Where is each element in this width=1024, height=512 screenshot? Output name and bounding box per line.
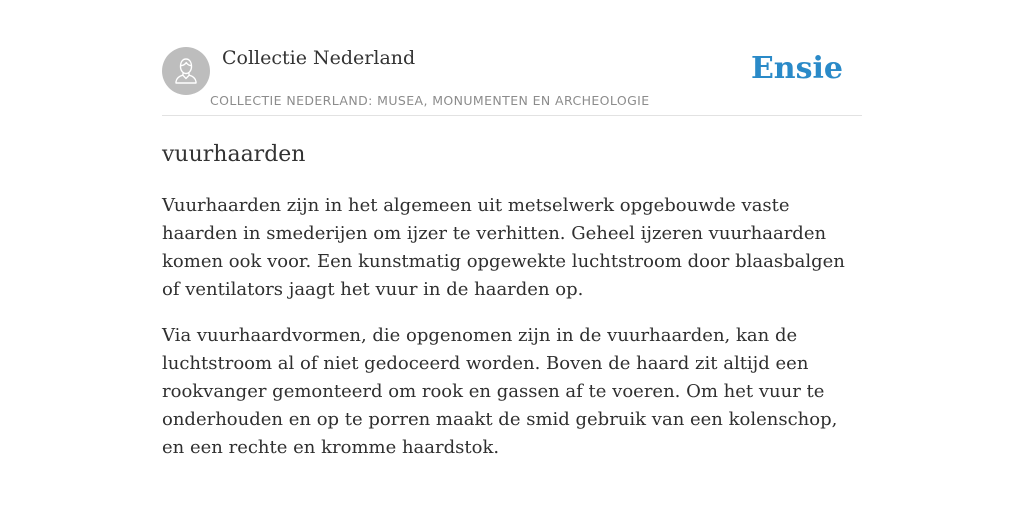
avatar[interactable] — [162, 47, 210, 95]
article-title: vuurhaarden — [162, 142, 306, 167]
article-card — [162, 0, 862, 512]
collection-label[interactable]: COLLECTIE NEDERLAND: MUSEA, MONUMENTEN EN ARCHEOLOGIE — [210, 93, 650, 108]
user-icon — [162, 47, 210, 95]
article-body — [162, 192, 862, 480]
ensie-logo[interactable]: Ensie — [750, 51, 843, 86]
article-paragraph-2: Via vuurhaardvormen, die opgenomen zijn in de vuurhaarden, kan de luchtstroom al of niet gedoceerd worden. Boven de haard zit altijd een rookvanger gemonteerd om rook en gassen af te voeren. Om het vuur te onderhouden en op te porren maakt de smid gebruik van een kolenschop, en een rechte en kromme haardstok. — [162, 325, 838, 458]
article-header — [162, 0, 862, 116]
author-name[interactable]: Collectie Nederland — [222, 47, 416, 69]
article-paragraph-1: Vuurhaarden zijn in het algemeen uit metselwerk opgebouwde vaste haarden in smederijen om ijzer te verhitten. Geheel ijzeren vuurhaarden komen ook voor. Een kunstmatig opgewekte luchtstroom door blaasbalgen of ventilators jaagt het vuur in de haarden op. — [162, 195, 845, 300]
